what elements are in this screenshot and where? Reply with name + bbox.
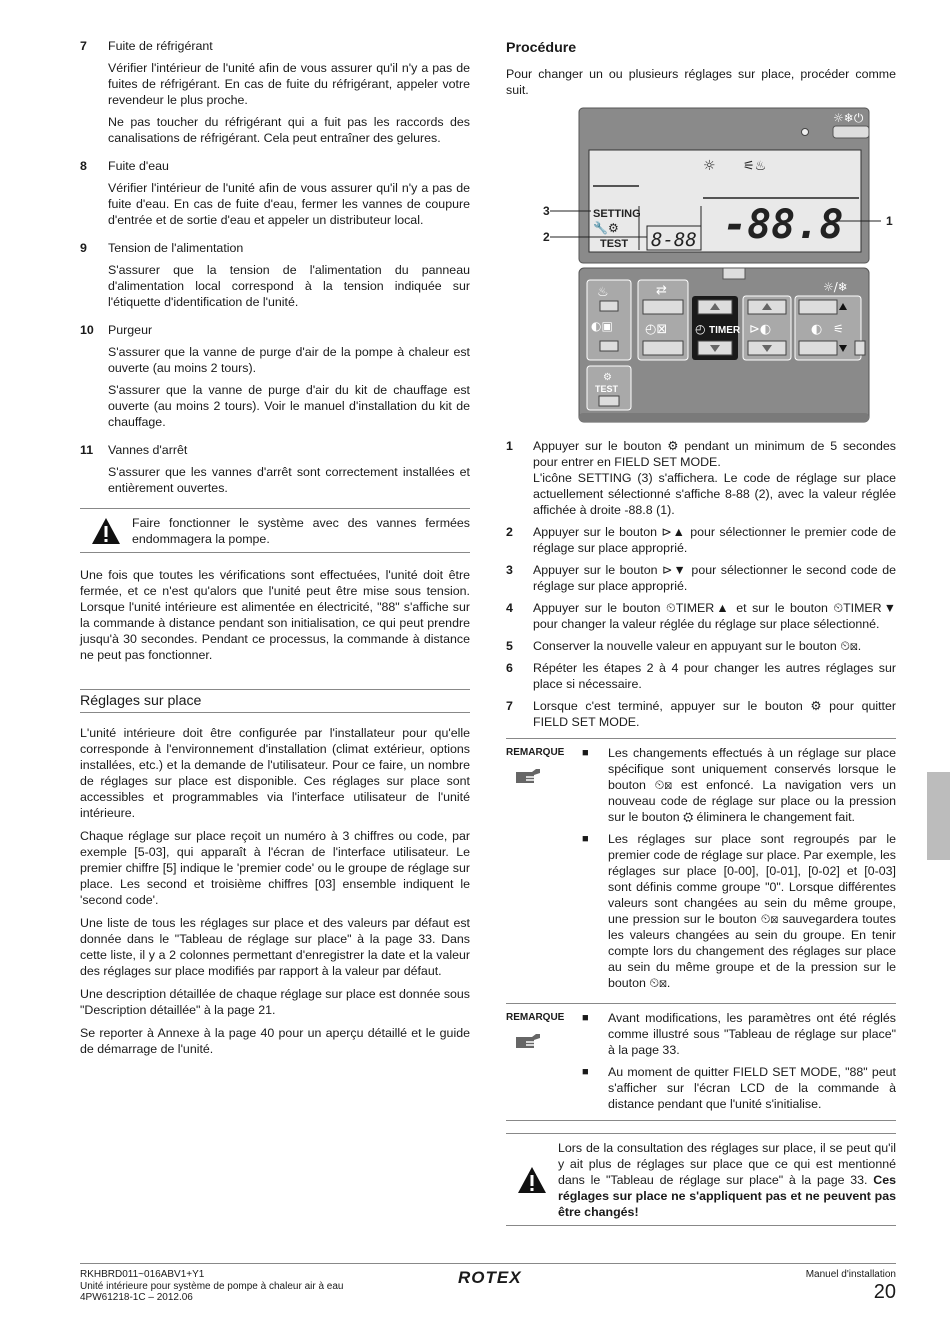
bullet-square-icon: ■ xyxy=(582,833,589,845)
step-text: Lorsque c'est terminé, appuyer sur le bouton ⚙ pour quitter FIELD SET MODE. xyxy=(533,699,896,729)
check-item-heading: Tension de l'alimentation xyxy=(108,241,244,255)
callout-1: 1 xyxy=(886,214,893,228)
step-text: Répéter les étapes 2 à 4 pour changer les autres réglages sur place si nécessaire. xyxy=(533,661,896,691)
remark-1-list xyxy=(582,745,896,997)
timer-button-label: TIMER xyxy=(709,325,741,336)
check-item xyxy=(80,442,470,502)
procedure-step xyxy=(506,438,896,518)
remote-control-illustration xyxy=(543,108,893,424)
section-paragraph: Une liste de tous les réglages sur place et des valeurs par défaut est donnée dans le "Tableau de réglage sur place" à la page 33. Dans cette liste, il y a 2 colonnes permettant d'enregistrer la date et la valeur des réglages sur place modifiés par rapport à la valeur par défaut. xyxy=(80,916,470,978)
svg-text:⊳◐: ⊳◐ xyxy=(749,322,772,337)
svg-text:◐▣: ◐▣ xyxy=(591,319,613,333)
warning-triangle-icon xyxy=(80,515,132,547)
section-paragraph: Chaque réglage sur place reçoit un numéro à 3 chiffres ou code, par exemple [5-03], qui apparaît à l'écran de l'interface utilisateur. Le premier chiffre [5] indique le 'premier code' ou le groupe de réglage sur place. Les second et troisième chiffres [03] ensemble indiquent le 'second code'. xyxy=(80,829,470,907)
warning-triangle-icon xyxy=(506,1140,558,1220)
procedure-steps xyxy=(506,438,896,730)
lcd-mode-icons: ⚟♨ xyxy=(743,159,767,174)
footer-model: RKHBRD011~016ABV1+Y1 xyxy=(80,1269,205,1280)
warning-box-left xyxy=(80,508,470,553)
remote-control-drawing xyxy=(543,108,893,424)
check-item-text: S'assurer que la vanne de purge d'air du kit de chauffage est ouverte (au moins 2 tours). Voir le manuel d'installation du kit de chauffage. xyxy=(108,383,470,429)
procedure-step xyxy=(506,524,896,556)
step-text: Conserver la nouvelle valeur en appuyant sur le bouton ⏲⊠. xyxy=(533,639,862,653)
callout-3: 3 xyxy=(543,204,550,218)
procedure-step xyxy=(506,660,896,692)
bullet-square-icon: ■ xyxy=(582,747,589,759)
check-item-number: 10 xyxy=(80,323,94,337)
step-number: 5 xyxy=(506,639,513,653)
button-g2-top[interactable] xyxy=(643,300,683,314)
chapter-side-tab xyxy=(927,772,950,860)
lcd-test-label: TEST xyxy=(600,238,629,250)
procedure-step xyxy=(506,638,896,654)
check-item-heading: Vannes d'arrêt xyxy=(108,443,188,457)
warning-text: Faire fonctionner le système avec des vannes fermées endommagera la pompe. xyxy=(132,516,470,546)
temp-down-button[interactable] xyxy=(799,341,837,355)
lcd-setting-label: SETTING xyxy=(593,208,641,220)
step-number: 2 xyxy=(506,525,513,539)
warning-text-bold: Ces réglages sur place ne s'appliquent pas et ne peuvent pas être changés! xyxy=(558,1173,896,1219)
check-item xyxy=(80,158,470,234)
led-indicator xyxy=(802,129,809,136)
section-title: Réglages sur place xyxy=(80,689,470,713)
step-number: 4 xyxy=(506,601,513,615)
svg-text:◴: ◴ xyxy=(695,322,706,336)
check-item-number: 11 xyxy=(80,443,94,457)
page-footer xyxy=(80,1263,896,1303)
rotex-logo: ROTEX xyxy=(458,1268,522,1287)
button-g1-top[interactable] xyxy=(600,301,618,311)
step-text: Appuyer sur le bouton ⊳▼ pour sélectionner le second code de réglage sur place approprié. xyxy=(533,563,896,593)
check-item-number: 9 xyxy=(80,241,87,255)
left-column xyxy=(80,38,470,1064)
page-number: 20 xyxy=(873,1280,896,1303)
step-number: 1 xyxy=(506,439,513,453)
remark-item xyxy=(582,745,896,825)
step-number: 7 xyxy=(506,699,513,713)
power-on-paragraph: Une fois que toutes les vérifications sont effectuées, l'unité doit être fermée, et ce n'est qu'alors que l'unité peut être mise sous tension. Lorsque l'unité intérieure est alimentée en électricité, "88" s'affiche sur la commande à distance pendant son initialisation, ce qui peut prendre jusqu'à 30 secondes. Pendant ce processus, la commande à distance ne peut pas fonctionner. xyxy=(80,568,470,662)
remark-2-list xyxy=(582,1010,896,1118)
remark-item xyxy=(582,831,896,991)
check-item-heading: Purgeur xyxy=(108,323,153,337)
test-button-label: TEST xyxy=(595,384,619,394)
check-item-heading: Fuite de réfrigérant xyxy=(108,39,213,53)
remark-label: REMARQUE xyxy=(506,1012,565,1023)
warning-text: Lors de la consultation des réglages sur place, il se peut qu'il y ait plus de réglages sur place que ce qui est mentionné dans le "Tableau de réglage sur place" à la page 33. xyxy=(558,1141,896,1187)
callout-2: 2 xyxy=(543,230,550,244)
procedure-title: Procédure xyxy=(506,40,577,56)
svg-text:☼/❄: ☼/❄ xyxy=(823,280,848,294)
bullet-square-icon: ■ xyxy=(582,1012,589,1024)
warning-box-right xyxy=(506,1133,896,1226)
svg-text:◐: ◐ xyxy=(811,322,823,337)
remark-text: Avant modifications, les paramètres ont été réglés comme illustré sous "Tableau de réglage sur place" à la page 33. xyxy=(608,1011,896,1057)
remark-text: Les réglages sur place sont regroupés par le premier code de réglage sur place. Par exemple, les réglages sur place [0-00], [0-01], [0-02] et [0-03] sont définis comme groupe "0". Lorsque différentes valeurs sont changées au sein du même groupe, une pression sur le bouton ⏲⊠ sauvegardera toutes les valeurs changées au sein du groupe. En tenir compte lors du changement des réglages sur place au sein du même groupe et de la pression sur le bouton ⏲⊠. xyxy=(608,832,896,990)
svg-text:♨: ♨ xyxy=(597,285,609,300)
check-item-number: 8 xyxy=(80,159,87,173)
right-column xyxy=(506,38,896,1240)
remark-item xyxy=(582,1064,896,1112)
check-item-text: S'assurer que les vannes d'arrêt sont correctement installées et entièrement ouvertes. xyxy=(108,465,470,495)
button-g1-bottom[interactable] xyxy=(600,341,618,351)
remark-block-1 xyxy=(506,738,896,997)
footer-manual-title: Manuel d'installation xyxy=(805,1269,896,1280)
procedure-step xyxy=(506,600,896,632)
svg-text:◴⊠: ◴⊠ xyxy=(645,322,668,337)
pointing-hand-icon xyxy=(516,1032,582,1056)
section-paragraph: Se reporter à Annexe à la page 40 pour un aperçu détaillé et le guide de démarrage de l'unité. xyxy=(80,1026,470,1056)
check-item-text: Vérifier l'intérieur de l'unité afin de vous assurer qu'il n'y a pas de fuite d'eau. En cas de fuite d'eau, fermer les vannes de coupure d'entrée et de sortie d'eau et appeler un distributeur local. xyxy=(108,181,470,227)
sun-icon: ☼ xyxy=(703,158,716,174)
procedure-intro: Pour changer un ou plusieurs réglages sur place, procéder comme suit. xyxy=(506,67,896,97)
remark-text: Les changements effectués à un réglage sur place spécifique sont uniquement conservés lorsque le bouton ⏲⊠ est enfoncé. La navigation vers un nouveau code de réglage sur place ou la pression sur le bouton ⚙ éliminera le changement fait. xyxy=(608,746,896,824)
check-item xyxy=(80,322,470,436)
step-number: 6 xyxy=(506,661,513,675)
step-text: Appuyer sur le bouton ⊳▲ pour sélectionner le premier code de réglage sur place approprié. xyxy=(533,525,896,555)
lcd-code-display: 8-88 xyxy=(651,229,697,251)
check-item-text: S'assurer que la tension de l'alimentation du panneau d'alimentation local correspond à la tension indiquée sur l'étiquette d'identification de l'unité. xyxy=(108,263,470,309)
check-item-number: 7 xyxy=(80,39,87,53)
step-extra-text: L'icône SETTING (3) s'affichera. Le code de réglage sur place actuellement sélectionné s'affiche 8-88 (2), avec la valeur réglée affichée à droite -88.8 (1). xyxy=(533,471,896,517)
power-icons: ☼❄⏻ xyxy=(833,111,864,125)
check-item-text: Vérifier l'intérieur de l'unité afin de vous assurer qu'il n'y a pas de fuites de réfrigérant. En cas de fuite du réfrigérant, appeler votre revendeur le plus proche. xyxy=(108,61,470,107)
onoff-button xyxy=(833,126,869,138)
remark-label: REMARQUE xyxy=(506,747,565,758)
svg-text:⚟: ⚟ xyxy=(833,322,844,336)
remark-block-2 xyxy=(506,1003,896,1121)
procedure-step xyxy=(506,698,896,730)
check-item-heading: Fuite d'eau xyxy=(108,159,169,173)
bullet-square-icon: ■ xyxy=(582,1066,589,1078)
wrench-icon: 🔧⚙ xyxy=(593,221,619,235)
section-paragraph: Une description détaillée de chaque réglage sur place est donnée sous "Description détaillée" à la page 21. xyxy=(80,987,470,1017)
button-g2-bottom[interactable] xyxy=(643,341,683,355)
check-item-text: S'assurer que la vanne de purge d'air de la pompe à chaleur est ouverte (au moins 2 tours). xyxy=(108,345,470,375)
step-text: Appuyer sur le bouton ⚙ pendant un minimum de 5 secondes pour entrer en FIELD SET MODE. xyxy=(533,439,896,469)
footer-docref: 4PW61218-1C – 2012.06 xyxy=(80,1292,193,1303)
check-item xyxy=(80,240,470,316)
section-paragraph: L'unité intérieure doit être configurée par l'installateur pour qu'elle corresponde à l'environnement d'installation (climat extérieur, options installées, etc.) et la demande de l'utilisateur. Pour ce faire, un nombre de réglages sur place est disponible. Ces réglages sur place sont accessibles et programmables via l'interface utilisateur de l'unité intérieure. xyxy=(80,726,470,820)
check-item-text: Ne pas toucher du réfrigérant qui a fuit pas les raccords des canalisations de réfrigérant. Cela peut entraîner des gelures. xyxy=(108,115,470,145)
procedure-step xyxy=(506,562,896,594)
remark-text: Au moment de quitter FIELD SET MODE, "88" peut s'afficher sur l'écran LCD de la commande à distance pendant que l'unité s'initialise. xyxy=(608,1065,896,1111)
pointing-hand-icon xyxy=(516,767,582,791)
svg-text:⇄: ⇄ xyxy=(656,283,667,298)
footer-description: Unité intérieure pour système de pompe à chaleur air à eau xyxy=(80,1280,344,1292)
step-text: Appuyer sur le bouton ⏲TIMER▲ et sur le bouton ⏲TIMER▼ pour changer la valeur réglée du réglage sur place sélectionné. xyxy=(533,601,896,631)
check-item xyxy=(80,38,470,152)
step-number: 3 xyxy=(506,563,513,577)
temp-up-button[interactable] xyxy=(799,300,837,314)
test-button[interactable] xyxy=(599,396,619,406)
remark-item xyxy=(582,1010,896,1058)
lcd-value-display: -88.8 xyxy=(723,202,844,248)
svg-text:⚙: ⚙ xyxy=(603,372,612,383)
